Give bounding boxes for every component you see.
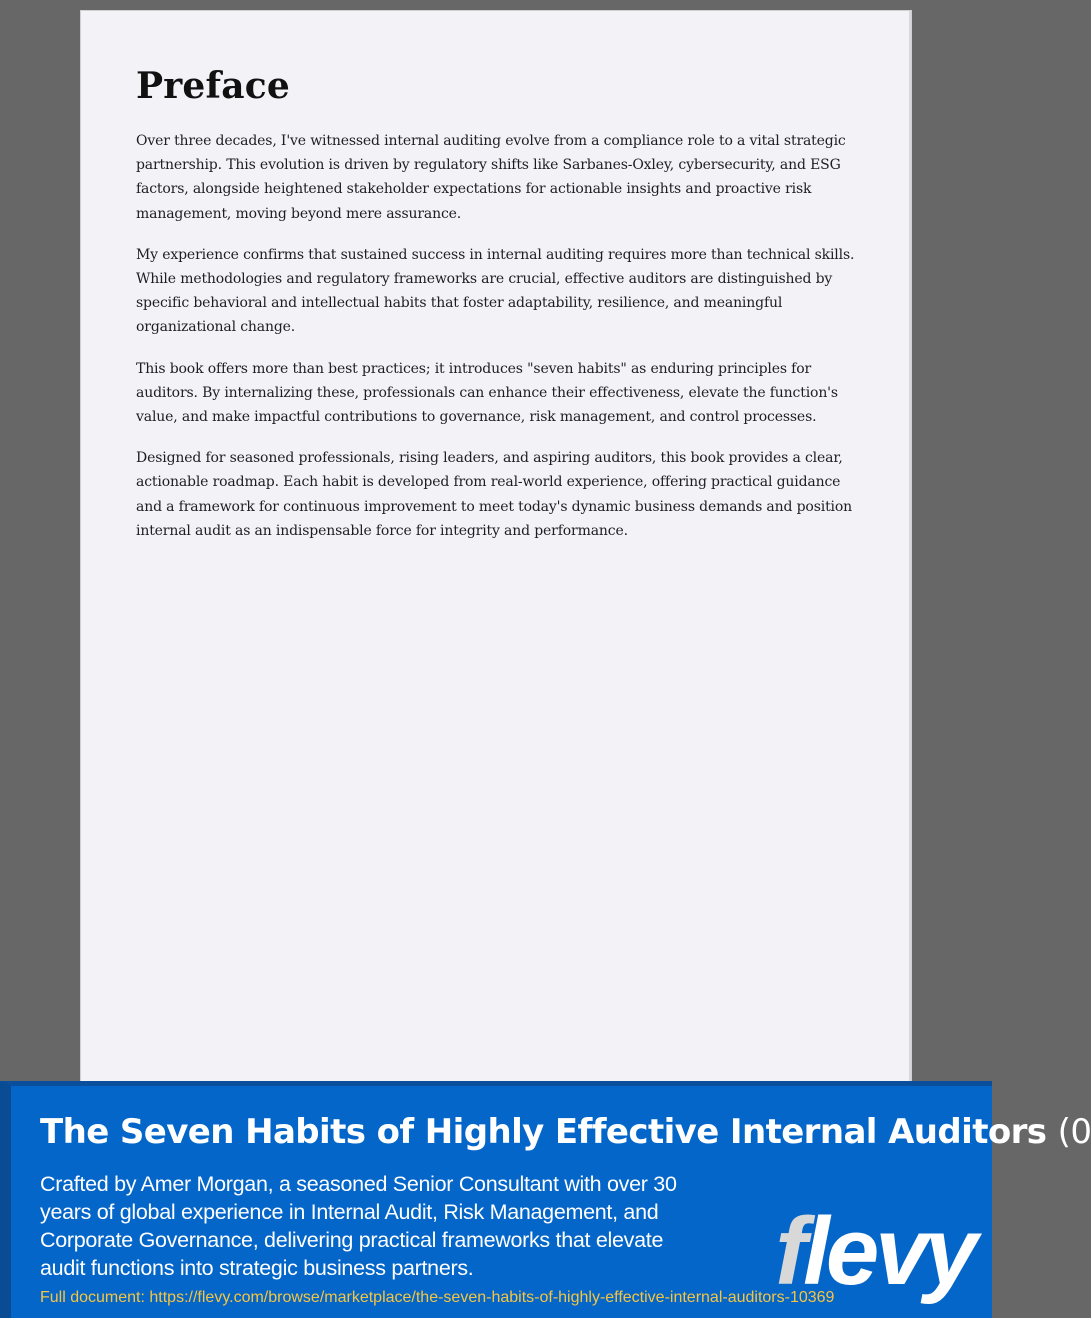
flevy-logo [775,1198,974,1305]
promo-banner [0,1081,1091,1318]
banner-description: Crafted by Amer Morgan, a seasoned Senior Consultant with over 30 years of global experience in Internal Audit, Risk Management, and Corporate Governance, delivering practical frameworks that elevate audit functions into strategic business partners. [40,1172,677,1280]
page-content [136,63,861,560]
full-document-link[interactable] [40,1289,834,1307]
paragraph: Designed for seasoned professionals, rising leaders, and aspiring auditors, this book provides a clear, actionable roadmap. Each habit is developed from real-world experience, offering practical guidance and a framework for continuous improvement to meet today's dynamic business demands and position internal audit as an indispensable force for integrity and performance. [136,450,853,539]
link-label: Full document: [40,1289,150,1306]
page-title: Preface [136,65,290,107]
banner-title-suffix: (0 [1057,1112,1091,1152]
banner-title [40,1112,1091,1152]
logo-text: levy [803,1198,974,1305]
paragraph: Over three decades, I've witnessed internal auditing evolve from a compliance role to a vital strategic partnership. This evolution is driven by regulatory shifts like Sarbanes-Oxley, cybersecurity, and ESG factors, alongside heightened stakeholder expectations for actionable insights and proactive risk management, moving beyond mere assurance. [136,133,846,222]
banner-title-text: The Seven Habits of Highly Effective Internal Auditors [40,1112,1047,1152]
document-page [80,10,912,1100]
document-url-link[interactable]: https://flevy.com/browse/marketplace/the-seven-habits-of-highly-effective-internal-auditors-10369 [149,1289,835,1306]
paragraph: This book offers more than best practices; it introduces "seven habits" as enduring principles for auditors. By internalizing these, professionals can enhance their effectiveness, elevate the function's value, and make impactful contributions to governance, risk management, and control processes. [136,360,838,426]
paragraph: My experience confirms that sustained success in internal auditing requires more than technical skills. While methodologies and regulatory frameworks are crucial, effective auditors are distinguished by specific behavioral and intellectual habits that foster adaptability, resilience, and meaningful organizational change. [136,246,855,336]
logo-letter-f: f [775,1198,804,1305]
